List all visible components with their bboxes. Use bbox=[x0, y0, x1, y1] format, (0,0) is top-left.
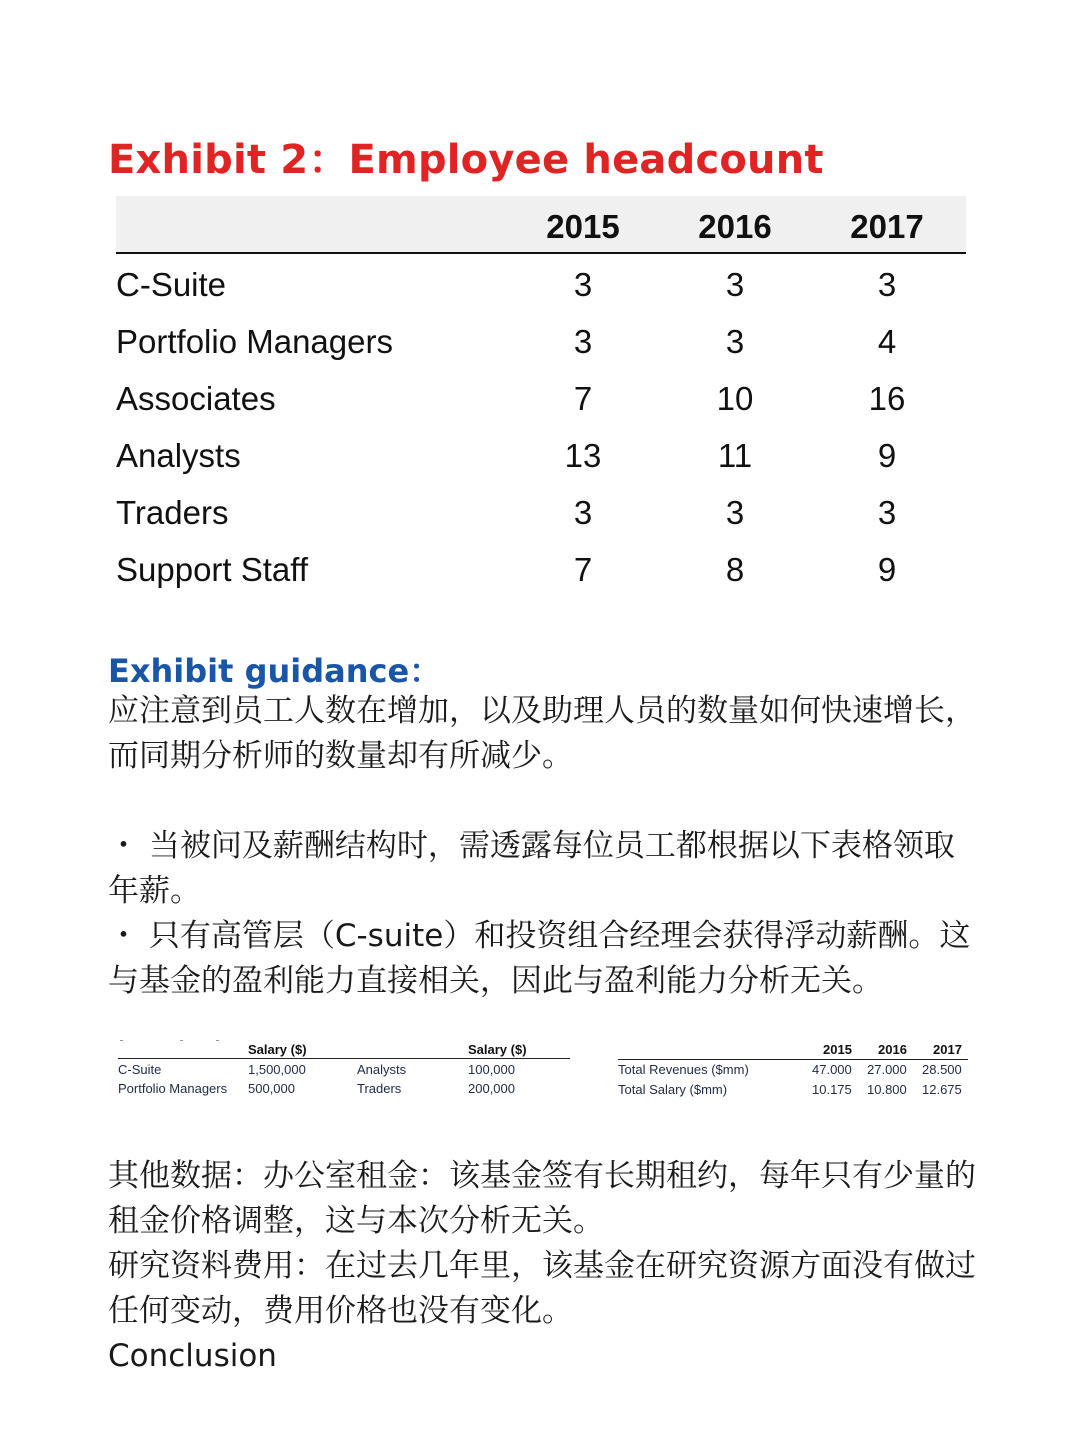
guidance-paragraph: 应注意到员工人数在增加，以及助理人员的数量如何快速增长，而同期分析师的数量却有所减少。 bbox=[108, 693, 976, 774]
row-label: Traders bbox=[116, 494, 229, 531]
row-label: Analysts bbox=[116, 437, 241, 474]
conclusion-label: Conclusion bbox=[108, 1338, 277, 1374]
cell: 11 bbox=[717, 437, 753, 474]
cell: 4 bbox=[877, 323, 897, 360]
cell: 9 bbox=[877, 551, 897, 588]
row-label: Portfolio Managers bbox=[116, 323, 393, 360]
row-label: Support Staff bbox=[116, 551, 309, 588]
salary-value: 200,000 bbox=[468, 1081, 515, 1096]
cell: 10 bbox=[716, 380, 754, 417]
year-header: 2017 bbox=[850, 208, 924, 245]
exhibit-title: Exhibit 2：Employee headcount bbox=[108, 137, 824, 183]
year-header: 2016 bbox=[698, 208, 772, 245]
decorative-mark bbox=[180, 1040, 183, 1041]
guidance-bullet-1: ・ 当被问及薪酬结构时，需透露每位员工都根据以下表格领取年薪。 bbox=[108, 828, 955, 909]
cell: 7 bbox=[573, 551, 593, 588]
cell: 28.500 bbox=[922, 1062, 962, 1077]
salary-value: 100,000 bbox=[468, 1062, 515, 1077]
cell: 3 bbox=[877, 494, 897, 531]
revenue-rule bbox=[618, 1059, 968, 1060]
role-label: Portfolio Managers bbox=[118, 1081, 228, 1096]
table-row bbox=[116, 368, 966, 425]
other-data-rent: 其他数据：办公室租金：该基金签有长期租约，每年只有少量的租金价格调整，这与本次分析无关。 bbox=[108, 1158, 976, 1239]
salary-header: Salary ($) bbox=[248, 1042, 307, 1057]
salary-value: 500,000 bbox=[248, 1081, 295, 1096]
table-row bbox=[116, 254, 966, 311]
cell: 3 bbox=[573, 266, 593, 303]
role-label: C-Suite bbox=[118, 1062, 162, 1077]
guidance-bullet-2: ・ 只有高管层（C-suite）和投资组合经理会获得浮动薪酬。这与基金的盈利能力直接相关，因此与盈利能力分析无关。 bbox=[108, 918, 971, 999]
row-label: Total Salary ($mm) bbox=[618, 1082, 728, 1097]
decorative-mark bbox=[120, 1040, 123, 1041]
table-row bbox=[116, 311, 966, 368]
cell: 47.000 bbox=[812, 1062, 852, 1077]
headcount-table bbox=[116, 196, 966, 596]
other-data-research: 研究资料费用：在过去几年里，该基金在研究资源方面没有做过任何变动，费用价格也没有变化。 bbox=[108, 1248, 976, 1329]
cell: 3 bbox=[573, 323, 593, 360]
decorative-mark bbox=[216, 1040, 219, 1041]
row-label: Associates bbox=[116, 380, 276, 417]
cell: 7 bbox=[573, 380, 593, 417]
cell: 10.175 bbox=[812, 1082, 852, 1097]
cell: 12.675 bbox=[922, 1082, 962, 1097]
year-header: 2017 bbox=[933, 1042, 962, 1057]
cell: 16 bbox=[868, 380, 906, 417]
cell: 10.800 bbox=[867, 1082, 907, 1097]
role-label: Traders bbox=[357, 1081, 402, 1096]
cell: 3 bbox=[725, 323, 745, 360]
cell: 9 bbox=[877, 437, 897, 474]
salary-value: 1,500,000 bbox=[248, 1062, 306, 1077]
year-header: 2016 bbox=[878, 1042, 907, 1057]
cell: 3 bbox=[725, 494, 745, 531]
table-row bbox=[116, 425, 966, 482]
salary-header: Salary ($) bbox=[468, 1042, 527, 1057]
salary-rule bbox=[118, 1058, 570, 1059]
guidance-heading: Exhibit guidance： bbox=[108, 652, 442, 690]
row-label: Total Revenues ($mm) bbox=[618, 1062, 749, 1077]
year-header: 2015 bbox=[546, 208, 620, 245]
role-label: Analysts bbox=[357, 1062, 407, 1077]
cell: 3 bbox=[725, 266, 745, 303]
row-label: C-Suite bbox=[116, 266, 227, 303]
cell: 3 bbox=[877, 266, 897, 303]
table-row bbox=[116, 539, 966, 596]
cell: 3 bbox=[573, 494, 593, 531]
cell: 8 bbox=[725, 551, 745, 588]
headcount-header-row bbox=[116, 196, 966, 254]
cell: 13 bbox=[564, 437, 602, 474]
year-header: 2015 bbox=[823, 1042, 852, 1057]
table-row bbox=[116, 482, 966, 539]
cell: 27.000 bbox=[867, 1062, 907, 1077]
